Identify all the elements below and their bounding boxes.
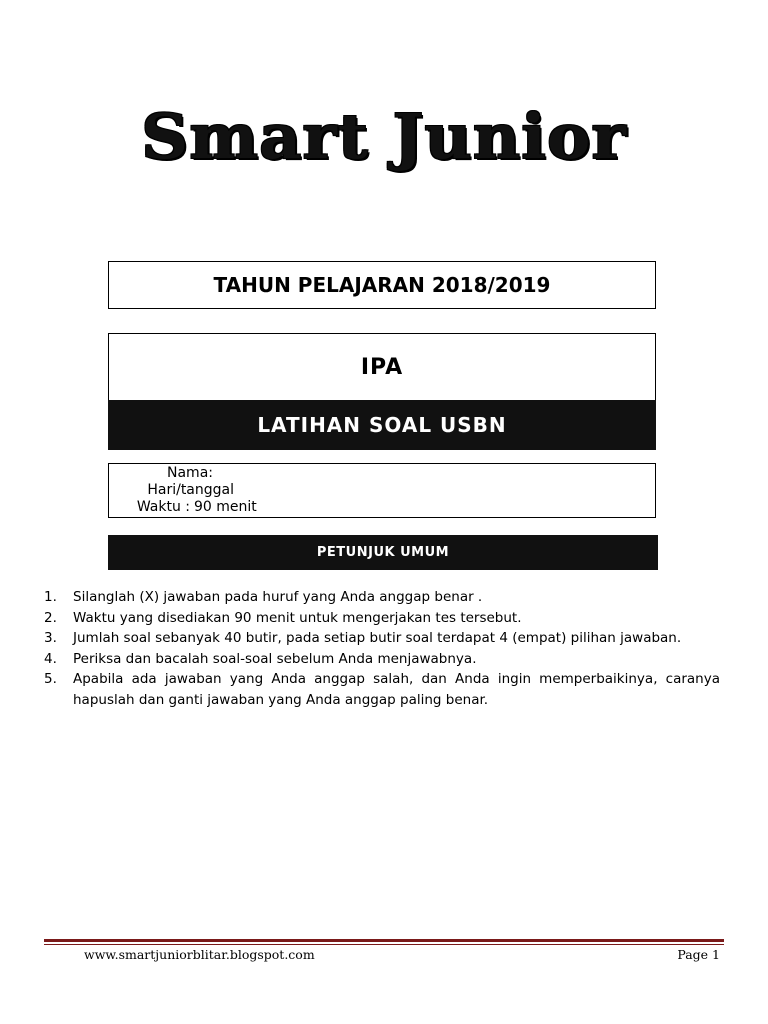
general-instructions-title: PETUNJUK UMUM bbox=[316, 545, 450, 560]
footer-website-link[interactable]: www.smartjuniorblitar.blogspot.com bbox=[84, 947, 315, 962]
subject-name: IPA bbox=[360, 354, 404, 380]
list-item-text: Periksa dan bacalah soal-soal sebelum Anda menjawabnya. bbox=[73, 650, 477, 667]
subject-box bbox=[108, 333, 656, 450]
list-item-text: Silanglah (X) jawaban pada huruf yang Anda anggap benar . bbox=[73, 589, 483, 605]
school-year-text: TAHUN PELAJARAN 2018/2019 bbox=[213, 273, 551, 297]
general-instructions-header bbox=[108, 535, 658, 570]
list-item bbox=[44, 587, 720, 608]
school-year-box bbox=[108, 261, 656, 309]
info-row-name bbox=[109, 465, 655, 482]
list-item-number: 3. bbox=[44, 630, 57, 646]
list-item-text: Waktu yang disediakan 90 menit untuk mengerjakan tes tersebut. bbox=[73, 609, 522, 626]
list-item bbox=[44, 608, 720, 629]
list-item bbox=[44, 669, 720, 710]
list-item-number: 2. bbox=[44, 609, 57, 626]
page-number: Page 1 bbox=[677, 947, 720, 962]
name-label: Nama: bbox=[167, 465, 213, 481]
student-info-box bbox=[108, 463, 656, 518]
exam-title: LATIHAN SOAL USBN bbox=[257, 413, 507, 437]
list-item-number: 1. bbox=[44, 589, 57, 605]
brand-logo: Smart Junior bbox=[141, 100, 627, 173]
list-item-number: 4. bbox=[44, 650, 57, 667]
footer-divider-thick bbox=[44, 939, 724, 942]
list-item-number: 5. bbox=[44, 671, 57, 687]
time-label: Waktu : bbox=[136, 499, 190, 515]
list-item bbox=[44, 649, 720, 670]
info-row-date bbox=[109, 482, 655, 499]
list-item bbox=[44, 628, 720, 649]
exam-title-bar bbox=[108, 400, 656, 450]
list-item-text: Apabila ada jawaban yang Anda anggap salah, dan Anda ingin memperbaikinya, caranya hapuslah dan ganti jawaban yang Anda anggap paling benar. bbox=[73, 671, 720, 708]
date-label: Hari/tanggal bbox=[147, 482, 234, 498]
instructions-list bbox=[44, 587, 720, 710]
footer-divider-thin bbox=[44, 944, 724, 945]
list-item-text: Jumlah soal sebanyak 40 butir, pada setiap butir soal terdapat 4 (empat) pilihan jawaban. bbox=[73, 630, 682, 646]
time-value: 90 menit bbox=[194, 499, 257, 515]
info-row-time bbox=[109, 499, 655, 516]
